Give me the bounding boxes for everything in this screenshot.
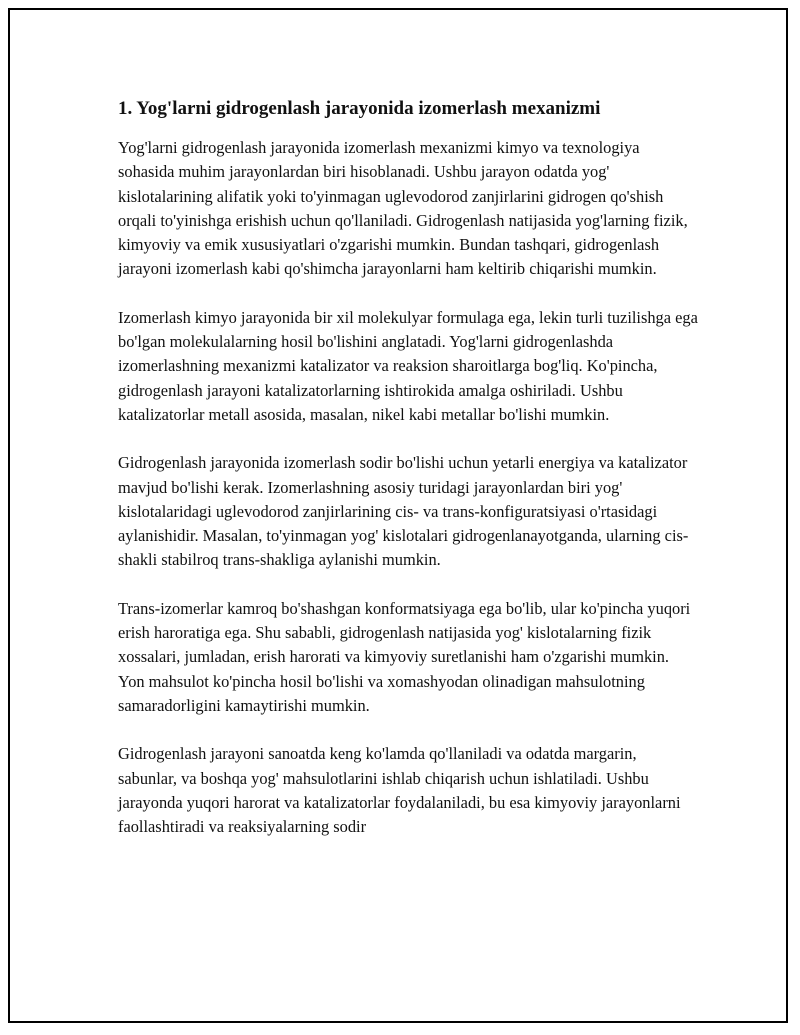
document-body	[118, 98, 698, 863]
section-heading: 1. Yog'larni gidrogenlash jarayonida izomerlash mexanizmi	[118, 98, 601, 119]
document-page	[8, 8, 788, 1023]
paragraph-5: Gidrogenlash jarayoni sanoatda keng ko'lamda qo'llaniladi va odatda margarin, sabunlar, va boshqa yog' mahsulotlarini ishlab chiqarish uchun ishlatiladi. Ushbu jarayonda yuqori harorat va katalizatorlar foydalaniladi, bu esa kimyoviy jarayonlarni faollashtiradi va reaksiyalarning sodir	[118, 744, 681, 837]
paragraph-3: Gidrogenlash jarayonida izomerlash sodir bo'lishi uchun yetarli energiya va katalizator mavjud bo'lishi kerak. Izomerlashning asosiy turidagi jarayonlardan biri yog' kislotalaridagi uglevodorod zanjirlarining cis- va trans-konfiguratsiyasi o'rtasidagi aylanishidir. Masalan, to'yinmagan yog' kislotalari gidrogenlanayotganda, ularning cis-shakli stabilroq trans-shakliga aylanishi mumkin.	[118, 453, 689, 570]
paragraph-1: Yog'larni gidrogenlash jarayonida izomerlash mexanizmi kimyo va texnologiya sohasida muhim jarayonlardan biri hisoblanadi. Ushbu jarayon odatda yog' kislotalarining alifatik yoki to'yinmagan uglevodorod zanjirlarini gidrogen qo'shish orqali to'yinishga erishish uchun qo'llaniladi. Gidrogenlash natijasida yog'larning fizik, kimyoviy va emik xususiyatlari o'zgarishi mumkin. Bundan tashqari, gidrogenlash jarayoni izomerlash kabi qo'shimcha jarayonlarni ham keltirib chiqarishi mumkin.	[118, 138, 688, 279]
paragraph-4: Trans-izomerlar kamroq bo'shashgan konformatsiyaga ega bo'lib, ular ko'pincha yuqori erish haroratiga ega. Shu sababli, gidrogenlash natijasida yog' kislotalarning fizik xossalari, jumladan, erish harorati va kimyoviy suretlanishi ham o'zgarishi mumkin. Yon mahsulot ko'pincha hosil bo'lishi va xomashyodan olinadigan mahsulotning samaradorligini kamaytirishi mumkin.	[118, 598, 691, 715]
paragraph-2: Izomerlash kimyo jarayonida bir xil molekulyar formulaga ega, lekin turli tuzilishga ega bo'lgan molekulalarning hosil bo'lishini anglatadi. Yog'larni gidrogenlashda izomerlashning mexanizmi katalizator va reaksion sharoitlarga bog'liq. Ko'pincha, gidrogenlash jarayoni katalizatorlarning ishtirokida amalga oshiriladi. Ushbu katalizatorlar metall asosida, masalan, nikel kabi metallar bo'lishi mumkin.	[118, 307, 698, 424]
